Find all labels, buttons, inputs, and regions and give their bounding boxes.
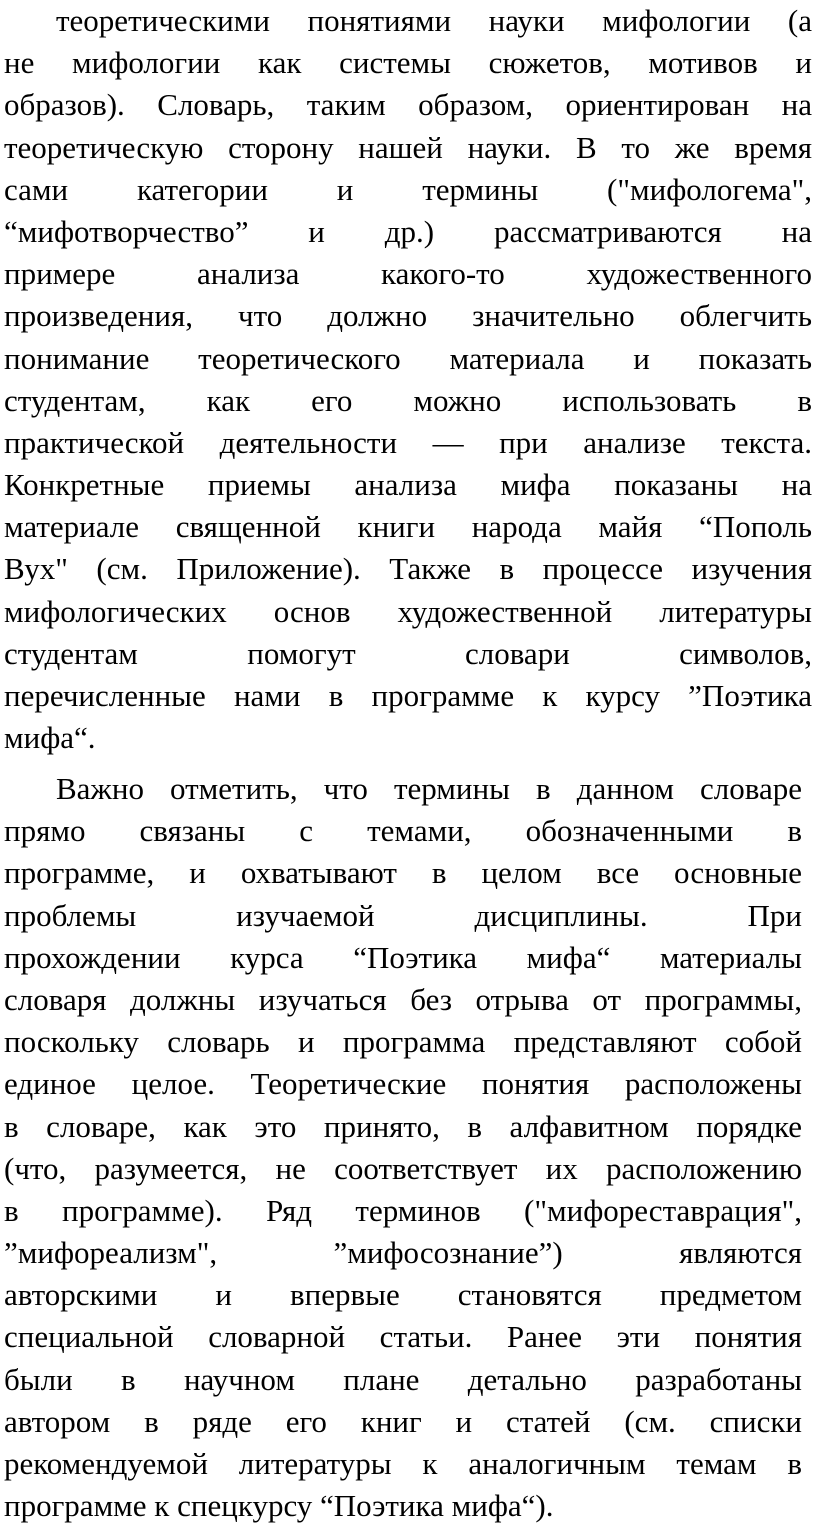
text-line: перечисленные нами в программе к курсу ”Поэтика bbox=[4, 678, 812, 713]
text-line: понимание теоретического материала и показать bbox=[4, 340, 812, 376]
paragraph-1 bbox=[4, 0, 812, 759]
text-line: в словаре, как это принято, в алфавитном порядке bbox=[4, 1108, 802, 1144]
text-line: программе к спецкурсу “Поэтика мифа“). bbox=[4, 1488, 554, 1524]
text-line: авторскими и впервые становятся предметом bbox=[4, 1277, 802, 1313]
text-line: образов). Словарь, таким образом, ориентирован на bbox=[4, 87, 812, 123]
text-line: мифа“. bbox=[4, 720, 96, 756]
text-line: в программе). Ряд терминов ("мифореставрация", bbox=[4, 1192, 802, 1228]
text-line: ”мифореализм", ”мифосознание”) являются bbox=[4, 1235, 802, 1271]
text-line: специальной словарной статьи. Ранее эти понятия bbox=[4, 1319, 802, 1355]
text-line: мифологических основ художественной литературы bbox=[4, 593, 812, 629]
text-line: практической деятельности — при анализе текста. bbox=[4, 424, 812, 460]
text-line: были в научном плане детально разработаны bbox=[4, 1361, 802, 1397]
text-line: не мифологии как системы сюжетов, мотивов и bbox=[4, 45, 812, 81]
text-line: (что, разумеется, не соответствует их расположению bbox=[4, 1150, 802, 1186]
text-line: произведения, что должно значительно облегчить bbox=[4, 298, 812, 334]
text-line: Конкретные приемы анализа мифа показаны на bbox=[4, 467, 812, 503]
paragraph-2 bbox=[4, 768, 802, 1527]
text-line: прохождении курса “Поэтика мифа“ материалы bbox=[4, 939, 802, 975]
text-line: Вух" (см. Приложение). Также в процессе изучения bbox=[4, 551, 812, 587]
text-line: рекомендуемой литературы к аналогичным темам в bbox=[4, 1446, 802, 1481]
text-line: сами категории и термины ("мифологема", bbox=[4, 171, 812, 207]
text-line: поскольку словарь и программа представляют собой bbox=[4, 1024, 802, 1060]
text-line: единое целое. Теоретические понятия расположены bbox=[4, 1066, 802, 1102]
text-line: словаря должны изучаться без отрыва от программы, bbox=[4, 981, 802, 1017]
text-line: примере анализа какого-то художественного bbox=[4, 256, 812, 292]
text-line: программе, и охватывают в целом все основные bbox=[4, 855, 802, 891]
text-line: теоретическую сторону нашей науки. В то же время bbox=[4, 129, 812, 165]
text-line: Важно отметить, что термины в данном словаре bbox=[56, 771, 802, 806]
text-line: прямо связаны с темами, обозначенными в bbox=[4, 813, 802, 849]
text-line: проблемы изучаемой дисциплины. При bbox=[4, 897, 802, 933]
text-line: автором в ряде его книг и статей (см. списки bbox=[4, 1403, 802, 1439]
text-line: теоретическими понятиями науки мифологии (а bbox=[56, 3, 812, 38]
text-line: студентам помогут словари символов, bbox=[4, 635, 812, 671]
text-line: “мифотворчество” и др.) рассматриваются на bbox=[4, 213, 812, 249]
text-line: студентам, как его можно использовать в bbox=[4, 382, 812, 418]
text-line: материале священной книги народа майя “Пополь bbox=[4, 509, 812, 545]
